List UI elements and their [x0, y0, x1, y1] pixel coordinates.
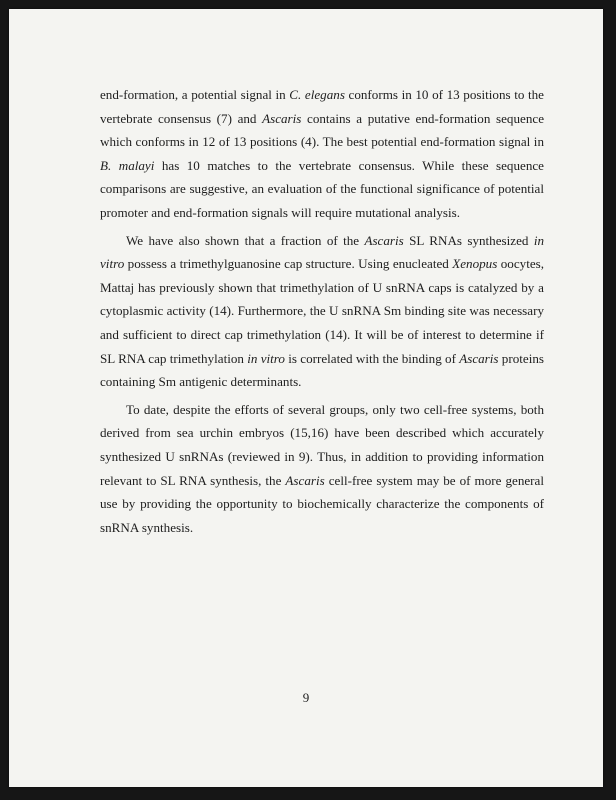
latin-term: in vitro: [100, 232, 544, 272]
paragraph-2: We have also shown that a fraction of the Ascaris SL RNAs synthesized in vitro possess a trimethylguanosine cap structure. Using enucleated Xenopus oocytes, Mattaj has previously shown that trimethylation of U snRNA caps is catalyzed by a cytoplasmic activity (14). Furthermore, the U snRNA Sm binding site was necessary and sufficient to direct cap trimethylation (14). It will be of interest to determine if SL RNA cap trimethylation in vitro is correlated with the binding of Ascaris proteins containing Sm antigenic determinants.: [100, 232, 545, 390]
body-text: [100, 83, 544, 539]
species-name: Ascaris: [262, 110, 302, 126]
latin-term: in vitro: [247, 350, 285, 366]
species-name: Ascaris: [285, 472, 325, 488]
document-page: [9, 9, 603, 787]
paragraph-3: To date, despite the efforts of several groups, only two cell-free systems, both derived from sea urchin embryos (15,16) have been described which accurately synthesized U snRNAs (reviewed in 9). Thus, in addition to providing information relevant to SL RNA synthesis, the Ascaris cell-free system may be of more general use by providing the opportunity to biochemically characterize the components of snRNA synthesis.: [100, 401, 544, 535]
species-name: Ascaris: [364, 232, 404, 248]
page-number: 9: [302, 690, 310, 705]
species-name: C. elegans: [289, 87, 345, 102]
species-name: B. malayi: [100, 157, 155, 173]
paragraph-1: end-formation, a potential signal in C. elegans conforms in 10 of 13 positions to the vertebrate consensus (7) and Ascaris contains a putative end-formation sequence which conforms in 12 of 13 positions (4). The best potential end-formation signal in B. malayi has 10 matches to the vertebrate consensus. While these sequence comparisons are suggestive, an evaluation of the functional significance of potential promoter and end-formation signals will require mutational analysis.: [100, 87, 545, 220]
species-name: Xenopus: [452, 256, 498, 272]
species-name: Ascaris: [459, 350, 499, 366]
